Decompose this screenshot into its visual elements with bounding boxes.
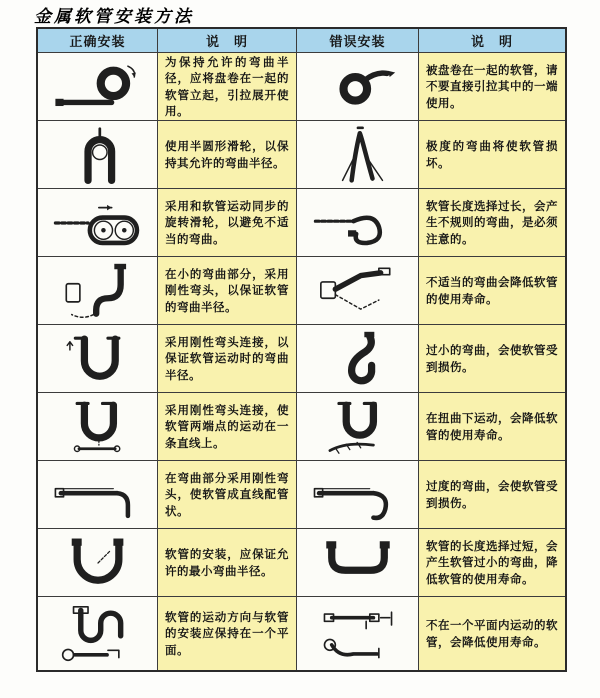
wrong-description-cell <box>418 189 565 256</box>
correct-image-cell <box>38 597 157 670</box>
wrong-description-text: 在扭曲下运动，会降低软管的使用寿命。 <box>426 411 558 442</box>
correct-description-cell <box>157 597 296 670</box>
correct-description-cell <box>157 393 296 460</box>
wrong-image-cell <box>296 53 418 120</box>
overbent-elbow-hose-icon <box>306 466 410 524</box>
table-row <box>38 256 565 324</box>
table-row <box>38 188 565 256</box>
wrong-description-cell <box>418 257 565 324</box>
minimum-bend-radius-u-icon <box>46 534 150 592</box>
correct-description-text: 软管的运动方向与软管的安装应保持在一个平面。 <box>165 610 289 657</box>
extremely-bent-hose-icon <box>306 126 410 184</box>
overlong-hose-irregular-loop-icon <box>306 194 410 252</box>
table-row <box>38 324 565 392</box>
correct-description-text: 软管的安装，应保证允许的最小弯曲半径。 <box>165 547 289 578</box>
table-row <box>38 392 565 460</box>
wrong-description-text: 不在一个平面内运动的软管，会降低使用寿命。 <box>426 618 558 649</box>
wrong-image-cell <box>296 529 418 596</box>
wrong-image-cell <box>296 461 418 528</box>
s-trap-hose-single-plane-icon <box>46 605 150 663</box>
out-of-plane-hoses-icon <box>306 605 410 663</box>
wrong-image-cell <box>296 257 418 324</box>
wrong-description-cell <box>418 325 565 392</box>
correct-description-text: 采用和软管运动同步的旋转滑轮，以避免不适当的弯曲。 <box>165 199 289 246</box>
correct-description-text: 采用刚性弯头连接，使软管两端点的运动在一条直线上。 <box>165 403 289 450</box>
correct-image-cell <box>38 461 157 528</box>
correct-description-text: 使用半圆形滑轮，以保持其允许的弯曲半径。 <box>165 139 289 170</box>
hose-over-semicircular-pulley-icon <box>46 126 150 184</box>
table-row <box>38 120 565 188</box>
u-hose-endpoints-in-line-icon <box>46 398 150 456</box>
correct-description-text: 为保持允许的弯曲半径，应将盘卷在一起的软管立起，引拉展开使用。 <box>165 54 289 118</box>
wrong-description-cell <box>418 597 565 670</box>
wrong-description-cell <box>418 461 565 528</box>
wrong-image-cell <box>296 325 418 392</box>
correct-description-text: 在弯曲部分采用刚性弯头，使软管成直线配管状。 <box>165 471 289 518</box>
correct-description-cell <box>157 529 296 596</box>
wrong-description-text: 被盘卷在一起的软管，请不要直接引拉其中的一端使用。 <box>426 63 558 110</box>
header-wrong-install: 错误安装 <box>296 29 418 52</box>
correct-description-text: 采用刚性弯头连接，以保证软管运动时的弯曲半径。 <box>165 335 289 382</box>
too-short-flat-u-icon <box>306 534 410 592</box>
wrong-image-cell <box>296 189 418 256</box>
installation-method-table <box>36 27 567 672</box>
wrong-description-text: 过度的弯曲，会使软管受到损伤。 <box>426 479 558 510</box>
correct-image-cell <box>38 53 157 120</box>
wrong-description-text: 极度的弯曲将使软管损坏。 <box>426 139 558 170</box>
coiled-hose-pulled-straight-icon <box>46 58 150 116</box>
correct-description-cell <box>157 189 296 256</box>
correct-image-cell <box>38 121 157 188</box>
page-title: 金属软管安装方法 <box>34 7 194 27</box>
table-row <box>38 528 565 596</box>
straight-hose-with-rigid-elbow-icon <box>46 466 150 524</box>
u-hose-with-rigid-elbow-joints-icon <box>46 330 150 388</box>
coiled-hose-pulled-from-end-icon <box>306 58 410 116</box>
header-correct-install: 正确安装 <box>69 35 126 50</box>
header-correct-description: 说 明 <box>157 29 296 52</box>
wrong-image-cell <box>296 393 418 460</box>
wrong-image-cell <box>296 121 418 188</box>
improper-sharp-bend-icon <box>306 262 410 320</box>
correct-description-cell <box>157 53 296 120</box>
wrong-description-cell <box>418 121 565 188</box>
correct-image-cell <box>38 393 157 460</box>
wrong-image-cell <box>296 597 418 670</box>
correct-description-cell <box>157 461 296 528</box>
table-row <box>38 596 565 670</box>
wrong-description-text: 软管的长度选择过短，会产生软管过小的弯曲，降低软管的使用寿命。 <box>426 539 558 586</box>
correct-description-cell <box>157 325 296 392</box>
table-body <box>38 52 565 670</box>
correct-image-cell <box>38 257 157 324</box>
correct-image-cell <box>38 529 157 596</box>
wrong-description-cell <box>418 393 565 460</box>
correct-description-text: 在小的弯曲部分，采用刚性弯头，以保证软管的弯曲半径。 <box>165 267 289 314</box>
correct-description-cell <box>157 257 296 324</box>
wrong-description-text: 过小的弯曲，会使软管受到损伤。 <box>426 343 558 374</box>
too-small-bend-hook-icon <box>306 330 410 388</box>
header-wrong-description: 说 明 <box>418 29 565 52</box>
rigid-elbow-at-small-bend-icon <box>46 262 150 320</box>
correct-image-cell <box>38 189 157 256</box>
correct-description-cell <box>157 121 296 188</box>
u-hose-twisted-motion-icon <box>306 398 410 456</box>
table-row <box>38 460 565 528</box>
wrong-description-cell <box>418 529 565 596</box>
synchronized-rotating-pulleys-icon <box>46 194 150 252</box>
table-header-row <box>38 29 565 52</box>
wrong-description-text: 不适当的弯曲会降低软管的使用寿命。 <box>426 275 558 306</box>
wrong-description-cell <box>418 53 565 120</box>
table-row <box>38 52 565 120</box>
wrong-description-text: 软管长度选择过长，会产生不规则的弯曲，是必须注意的。 <box>426 199 558 246</box>
correct-image-cell <box>38 325 157 392</box>
